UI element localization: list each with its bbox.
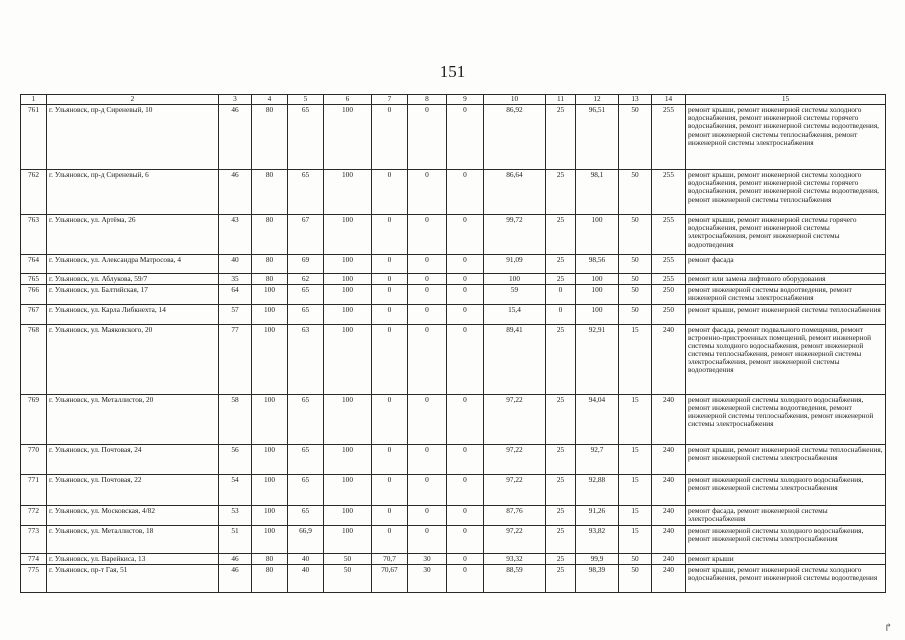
column-header: 12 [576, 95, 619, 105]
cell-col-10: 97,22 [484, 525, 546, 553]
cell-col-9: 0 [447, 105, 484, 170]
cell-col-3: 56 [219, 444, 252, 474]
table-row [21, 444, 886, 474]
cell-address: г. Ульяновск, ул. Артёма, 26 [47, 215, 219, 255]
cell-work-types: ремонт крыши, ремонт инженерной системы горячего водоснабжения, ремонт инженерной системы электроснабжения, ремонт инженерной системы водоотведения [686, 215, 886, 255]
cell-col-13: 15 [619, 394, 652, 444]
cell-work-types: ремонт инженерной системы холодного водоснабжения, ремонт инженерной системы электроснабжения [686, 474, 886, 505]
cell-address: г. Ульяновск, ул. Почтовая, 24 [47, 444, 219, 474]
cell-col-11: 25 [546, 525, 576, 553]
cell-col-8: 0 [408, 105, 447, 170]
table-row [21, 304, 886, 324]
cell-col-8: 0 [408, 444, 447, 474]
table-row [21, 525, 886, 553]
cell-col-14: 240 [652, 553, 686, 564]
column-header: 13 [619, 95, 652, 105]
cell-col-10: 100 [484, 274, 546, 285]
cell-col-11: 25 [546, 170, 576, 215]
cell-col-11: 25 [546, 564, 576, 592]
cell-col-7: 70,7 [372, 553, 408, 564]
cell-col-3: 46 [219, 170, 252, 215]
table-row [21, 215, 886, 255]
cell-col-5: 62 [288, 274, 324, 285]
cell-col-9: 0 [447, 324, 484, 394]
cell-col-13: 50 [619, 215, 652, 255]
table-row [21, 285, 886, 304]
cell-col-10: 99,72 [484, 215, 546, 255]
cell-col-3: 40 [219, 255, 252, 274]
cell-col-6: 100 [324, 505, 372, 525]
table-row [21, 474, 886, 505]
cell-address: г. Ульяновск, ул. Аблукова, 59/7 [47, 274, 219, 285]
cell-col-14: 240 [652, 444, 686, 474]
cell-col-11: 25 [546, 105, 576, 170]
cell-row-number: 763 [21, 215, 47, 255]
column-header: 4 [252, 95, 288, 105]
header-row [21, 95, 886, 105]
cell-col-9: 0 [447, 170, 484, 215]
cell-col-13: 50 [619, 105, 652, 170]
cell-col-8: 0 [408, 285, 447, 304]
cell-work-types: ремонт инженерной системы водоотведения, ремонт инженерной системы электроснабжения [686, 285, 886, 304]
cell-col-5: 65 [288, 170, 324, 215]
cell-col-7: 70,67 [372, 564, 408, 592]
table-row [21, 505, 886, 525]
cell-col-8: 0 [408, 215, 447, 255]
table-row [21, 394, 886, 444]
cell-col-13: 15 [619, 444, 652, 474]
page-number: 151 [439, 62, 466, 81]
cell-col-10: 91,09 [484, 255, 546, 274]
cell-col-6: 100 [324, 274, 372, 285]
cell-row-number: 764 [21, 255, 47, 274]
cell-address: г. Ульяновск, ул. Почтовая, 22 [47, 474, 219, 505]
cell-col-13: 15 [619, 525, 652, 553]
cell-col-14: 255 [652, 255, 686, 274]
cell-col-12: 98,39 [576, 564, 619, 592]
cell-address: г. Ульяновск, ул. Варейкиса, 13 [47, 553, 219, 564]
cell-col-13: 15 [619, 474, 652, 505]
register-table [20, 94, 886, 593]
cell-row-number: 765 [21, 274, 47, 285]
cell-col-12: 100 [576, 285, 619, 304]
cell-row-number: 774 [21, 553, 47, 564]
cell-col-13: 50 [619, 304, 652, 324]
cell-work-types: ремонт крыши [686, 553, 886, 564]
cell-col-12: 96,51 [576, 105, 619, 170]
column-header: 9 [447, 95, 484, 105]
cell-col-9: 0 [447, 394, 484, 444]
cell-col-6: 50 [324, 553, 372, 564]
cell-col-12: 98,56 [576, 255, 619, 274]
cell-col-9: 0 [447, 505, 484, 525]
cell-col-3: 77 [219, 324, 252, 394]
cell-col-7: 0 [372, 255, 408, 274]
cell-col-4: 80 [252, 170, 288, 215]
table-row [21, 170, 886, 215]
cell-col-5: 65 [288, 304, 324, 324]
corner-mark: ↱ [883, 622, 893, 634]
cell-col-7: 0 [372, 505, 408, 525]
cell-col-7: 0 [372, 324, 408, 394]
cell-col-3: 35 [219, 274, 252, 285]
cell-address: г. Ульяновск, пр-т Гая, 51 [47, 564, 219, 592]
cell-col-11: 25 [546, 394, 576, 444]
cell-address: г. Ульяновск, ул. Металлистов, 18 [47, 525, 219, 553]
cell-col-9: 0 [447, 553, 484, 564]
cell-col-11: 25 [546, 444, 576, 474]
column-header: 2 [47, 95, 219, 105]
cell-col-8: 30 [408, 553, 447, 564]
cell-col-4: 100 [252, 304, 288, 324]
cell-col-8: 30 [408, 564, 447, 592]
column-header: 3 [219, 95, 252, 105]
cell-col-6: 100 [324, 394, 372, 444]
cell-row-number: 769 [21, 394, 47, 444]
cell-address: г. Ульяновск, пр-д Сиреневый, 6 [47, 170, 219, 215]
cell-col-6: 100 [324, 105, 372, 170]
cell-row-number: 771 [21, 474, 47, 505]
cell-work-types: ремонт крыши, ремонт инженерной системы холодного водоснабжения, ремонт инженерной системы водоотведения [686, 564, 886, 592]
cell-col-14: 255 [652, 215, 686, 255]
cell-col-7: 0 [372, 444, 408, 474]
cell-row-number: 775 [21, 564, 47, 592]
cell-work-types: ремонт крыши, ремонт инженерной системы холодного водоснабжения, ремонт инженерной системы горячего водоснабжения, ремонт инженерной системы водоотведения, ремонт инженерной системы теплоснабжения, ремонт инженерной системы электроснабжения [686, 105, 886, 170]
cell-col-8: 0 [408, 324, 447, 394]
cell-col-3: 54 [219, 474, 252, 505]
cell-col-13: 15 [619, 324, 652, 394]
cell-col-9: 0 [447, 285, 484, 304]
cell-address: г. Ульяновск, пр-д Сиреневый, 10 [47, 105, 219, 170]
cell-col-14: 240 [652, 505, 686, 525]
cell-col-10: 88,59 [484, 564, 546, 592]
cell-col-7: 0 [372, 215, 408, 255]
cell-col-5: 65 [288, 105, 324, 170]
cell-col-12: 92,7 [576, 444, 619, 474]
cell-work-types: ремонт инженерной системы холодного водоснабжения, ремонт инженерной системы водоотведения, ремонт инженерной системы теплоснабжения, ремонт инженерной системы электроснабжения [686, 394, 886, 444]
cell-work-types: ремонт фасада, ремонт подвального помещения, ремонт встроенно-пристроенных помещений, ремонт инженерной системы холодного водоснабжения, ремонт инженерной системы теплоснабжения, ремонт инженерной системы электроснабжения, ремонт инженерной системы водоотведения [686, 324, 886, 394]
cell-col-12: 99,9 [576, 553, 619, 564]
cell-col-8: 0 [408, 255, 447, 274]
cell-work-types: ремонт крыши, ремонт инженерной системы теплоснабжения [686, 304, 886, 324]
cell-work-types: ремонт фасада [686, 255, 886, 274]
cell-col-9: 0 [447, 444, 484, 474]
column-header: 14 [652, 95, 686, 105]
cell-col-4: 100 [252, 394, 288, 444]
cell-col-14: 240 [652, 564, 686, 592]
cell-col-12: 98,1 [576, 170, 619, 215]
cell-col-7: 0 [372, 304, 408, 324]
cell-col-4: 100 [252, 474, 288, 505]
cell-col-13: 50 [619, 170, 652, 215]
cell-work-types: ремонт крыши, ремонт инженерной системы холодного водоснабжения, ремонт инженерной системы горячего водоснабжения, ремонт инженерной системы водоотведения, ремонт инженерной системы теплоснабжения [686, 170, 886, 215]
cell-col-4: 100 [252, 285, 288, 304]
cell-col-5: 66,9 [288, 525, 324, 553]
cell-col-5: 65 [288, 444, 324, 474]
cell-col-10: 97,22 [484, 444, 546, 474]
cell-col-14: 250 [652, 285, 686, 304]
cell-col-14: 240 [652, 324, 686, 394]
cell-col-10: 93,32 [484, 553, 546, 564]
cell-col-9: 0 [447, 474, 484, 505]
cell-col-3: 57 [219, 304, 252, 324]
cell-col-5: 65 [288, 474, 324, 505]
cell-col-8: 0 [408, 505, 447, 525]
cell-col-3: 46 [219, 105, 252, 170]
cell-address: г. Ульяновск, ул. Карла Либкнехта, 14 [47, 304, 219, 324]
cell-col-4: 80 [252, 255, 288, 274]
cell-col-11: 25 [546, 553, 576, 564]
cell-address: г. Ульяновск, ул. Балтийская, 17 [47, 285, 219, 304]
cell-col-7: 0 [372, 394, 408, 444]
column-header: 6 [324, 95, 372, 105]
cell-row-number: 766 [21, 285, 47, 304]
cell-col-4: 80 [252, 274, 288, 285]
cell-col-10: 97,22 [484, 394, 546, 444]
cell-col-8: 0 [408, 304, 447, 324]
cell-col-14: 240 [652, 474, 686, 505]
cell-col-5: 65 [288, 285, 324, 304]
cell-col-9: 0 [447, 304, 484, 324]
cell-row-number: 767 [21, 304, 47, 324]
cell-col-10: 15,4 [484, 304, 546, 324]
cell-col-8: 0 [408, 525, 447, 553]
cell-col-4: 80 [252, 105, 288, 170]
table-row [21, 564, 886, 592]
cell-col-7: 0 [372, 274, 408, 285]
cell-row-number: 773 [21, 525, 47, 553]
cell-col-11: 0 [546, 304, 576, 324]
cell-col-4: 80 [252, 564, 288, 592]
cell-col-13: 50 [619, 285, 652, 304]
cell-col-6: 100 [324, 444, 372, 474]
cell-col-11: 25 [546, 274, 576, 285]
cell-address: г. Ульяновск, ул. Маяковского, 20 [47, 324, 219, 394]
cell-col-6: 100 [324, 474, 372, 505]
cell-col-10: 97,22 [484, 474, 546, 505]
cell-row-number: 761 [21, 105, 47, 170]
cell-col-4: 100 [252, 505, 288, 525]
cell-col-11: 25 [546, 324, 576, 394]
table-row [21, 255, 886, 274]
table-row [21, 274, 886, 285]
cell-work-types: ремонт крыши, ремонт инженерной системы теплоснабжения, ремонт инженерной системы электроснабжения [686, 444, 886, 474]
column-header: 7 [372, 95, 408, 105]
cell-col-3: 46 [219, 564, 252, 592]
cell-col-4: 100 [252, 525, 288, 553]
cell-col-7: 0 [372, 105, 408, 170]
cell-col-8: 0 [408, 474, 447, 505]
cell-col-12: 92,88 [576, 474, 619, 505]
cell-col-13: 50 [619, 255, 652, 274]
cell-col-7: 0 [372, 170, 408, 215]
cell-address: г. Ульяновск, ул. Металлистов, 20 [47, 394, 219, 444]
column-header: 8 [408, 95, 447, 105]
cell-work-types: ремонт фасада, ремонт инженерной системы электроснабжения [686, 505, 886, 525]
cell-col-8: 0 [408, 170, 447, 215]
cell-col-6: 100 [324, 215, 372, 255]
cell-col-12: 92,91 [576, 324, 619, 394]
cell-col-6: 100 [324, 525, 372, 553]
cell-col-14: 255 [652, 170, 686, 215]
cell-col-10: 87,76 [484, 505, 546, 525]
cell-work-types: ремонт или замена лифтового оборудования [686, 274, 886, 285]
column-header: 15 [686, 95, 886, 105]
cell-col-13: 15 [619, 505, 652, 525]
cell-col-5: 65 [288, 505, 324, 525]
cell-col-4: 100 [252, 444, 288, 474]
cell-address: г. Ульяновск, ул. Александра Матросова, 4 [47, 255, 219, 274]
cell-col-12: 91,26 [576, 505, 619, 525]
cell-col-11: 25 [546, 255, 576, 274]
column-header: 1 [21, 95, 47, 105]
cell-col-9: 0 [447, 564, 484, 592]
cell-col-14: 240 [652, 394, 686, 444]
cell-col-8: 0 [408, 394, 447, 444]
cell-col-14: 250 [652, 304, 686, 324]
cell-col-6: 100 [324, 324, 372, 394]
cell-row-number: 770 [21, 444, 47, 474]
cell-col-10: 86,64 [484, 170, 546, 215]
cell-col-4: 80 [252, 215, 288, 255]
cell-col-8: 0 [408, 274, 447, 285]
cell-col-12: 100 [576, 274, 619, 285]
column-header: 10 [484, 95, 546, 105]
cell-work-types: ремонт инженерной системы холодного водоснабжения, ремонт инженерной системы электроснабжения [686, 525, 886, 553]
cell-col-6: 50 [324, 564, 372, 592]
cell-row-number: 768 [21, 324, 47, 394]
cell-col-3: 43 [219, 215, 252, 255]
cell-col-9: 0 [447, 525, 484, 553]
cell-col-5: 65 [288, 394, 324, 444]
cell-col-5: 63 [288, 324, 324, 394]
cell-col-3: 51 [219, 525, 252, 553]
cell-col-12: 94,04 [576, 394, 619, 444]
table-row [21, 105, 886, 170]
cell-col-6: 100 [324, 255, 372, 274]
cell-col-6: 100 [324, 285, 372, 304]
table-body [21, 105, 886, 593]
cell-col-5: 67 [288, 215, 324, 255]
cell-col-10: 59 [484, 285, 546, 304]
cell-col-4: 100 [252, 324, 288, 394]
cell-col-11: 25 [546, 505, 576, 525]
cell-row-number: 762 [21, 170, 47, 215]
table-row [21, 553, 886, 564]
cell-col-13: 50 [619, 274, 652, 285]
cell-col-3: 58 [219, 394, 252, 444]
cell-row-number: 772 [21, 505, 47, 525]
cell-col-11: 25 [546, 215, 576, 255]
cell-col-7: 0 [372, 285, 408, 304]
cell-col-14: 255 [652, 105, 686, 170]
cell-col-5: 40 [288, 553, 324, 564]
cell-col-10: 86,92 [484, 105, 546, 170]
cell-col-9: 0 [447, 274, 484, 285]
cell-col-11: 25 [546, 474, 576, 505]
cell-col-12: 100 [576, 215, 619, 255]
cell-col-3: 64 [219, 285, 252, 304]
cell-col-13: 50 [619, 553, 652, 564]
column-header: 5 [288, 95, 324, 105]
cell-col-4: 80 [252, 553, 288, 564]
cell-col-6: 100 [324, 170, 372, 215]
cell-col-12: 93,82 [576, 525, 619, 553]
cell-col-12: 100 [576, 304, 619, 324]
column-header: 11 [546, 95, 576, 105]
cell-col-9: 0 [447, 215, 484, 255]
cell-col-6: 100 [324, 304, 372, 324]
table-row [21, 324, 886, 394]
cell-col-9: 0 [447, 255, 484, 274]
cell-col-14: 255 [652, 274, 686, 285]
cell-col-5: 40 [288, 564, 324, 592]
cell-col-11: 0 [546, 285, 576, 304]
cell-col-5: 69 [288, 255, 324, 274]
cell-col-7: 0 [372, 525, 408, 553]
cell-col-10: 89,41 [484, 324, 546, 394]
cell-col-13: 50 [619, 564, 652, 592]
cell-col-14: 240 [652, 525, 686, 553]
cell-address: г. Ульяновск, ул. Московская, 4/82 [47, 505, 219, 525]
cell-col-3: 53 [219, 505, 252, 525]
cell-col-7: 0 [372, 474, 408, 505]
cell-col-3: 46 [219, 553, 252, 564]
